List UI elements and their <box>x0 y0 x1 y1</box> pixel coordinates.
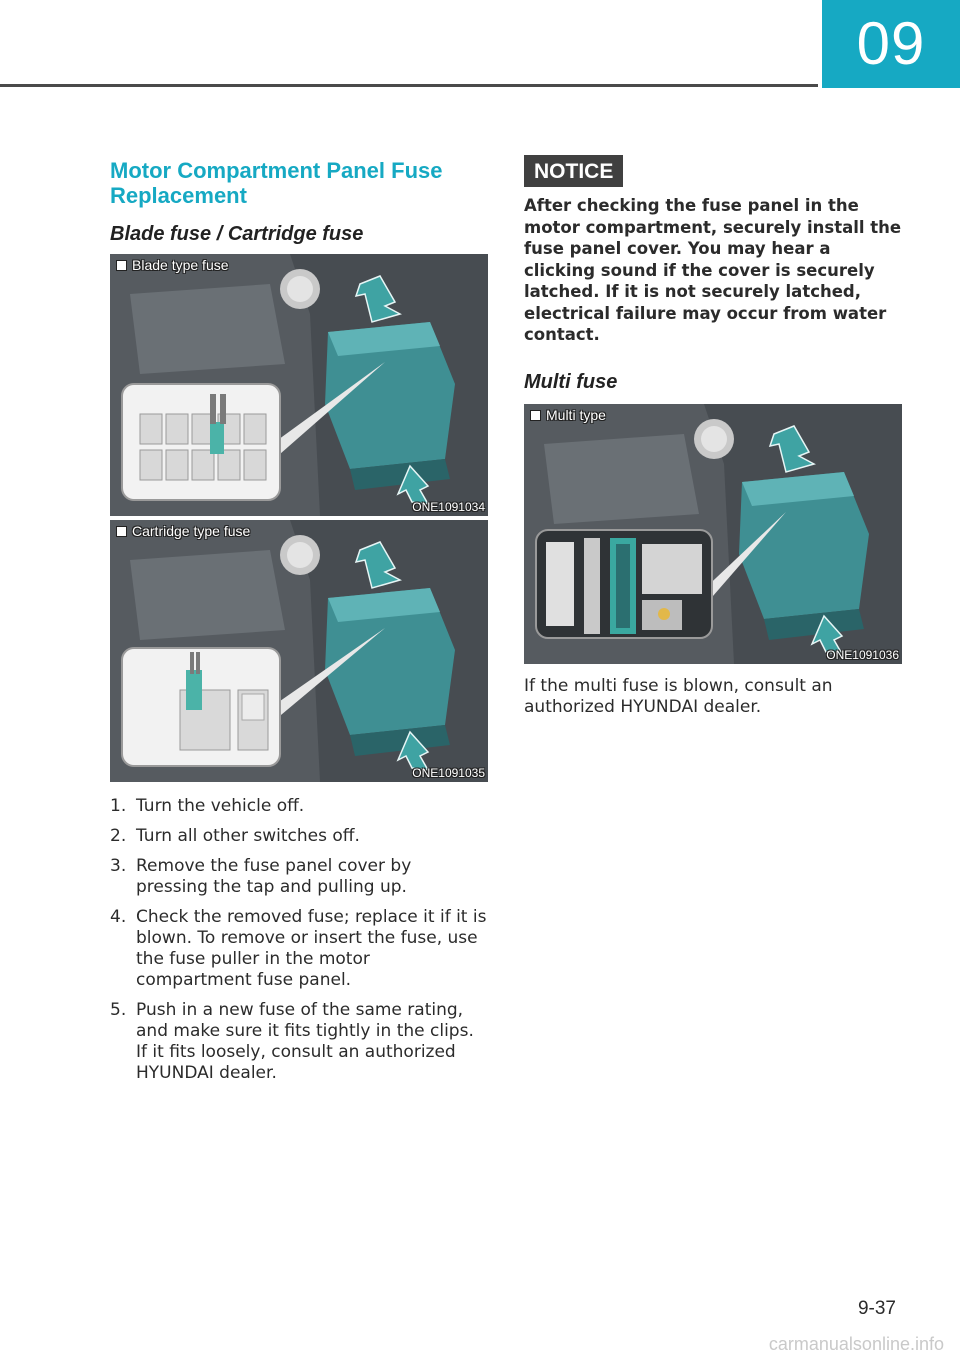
label-square-icon <box>530 410 541 421</box>
notice-text: After checking the fuse panel in the motor compartment, securely install the fuse panel cover. You may hear a clicking sound if the cover is securely latched. If it is not securely latched, electrical failure may occur from water contact. <box>524 196 902 344</box>
multi-fuse-text: If the multi fuse is blown, consult an authorized HYUNDAI dealer. <box>524 675 833 717</box>
header-rule <box>0 84 818 87</box>
chapter-tab: 09 <box>822 0 960 88</box>
blade-cartridge-subtitle: Blade fuse / Cartridge fuse <box>110 223 364 245</box>
figure-label: Blade type fuse <box>116 257 229 273</box>
list-item: 5. Push in a new fuse of the same rating, and make sure it fits tightly in the clips. If it fits loosely, consult an authorized HYUNDAI dealer. <box>110 1000 474 1083</box>
figure-cartridge-fuse <box>110 520 488 782</box>
watermark: carmanualsonline.info <box>768 1334 944 1354</box>
list-item: 1. Turn the vehicle off. <box>110 796 305 816</box>
list-item: 3. Remove the fuse panel cover by pressing the tap and pulling up. <box>110 856 412 897</box>
fuse-box-photo-blade <box>110 254 488 516</box>
figure-code: ONE1091034 <box>412 500 485 514</box>
figure-code: ONE1091035 <box>412 766 485 780</box>
left-column <box>110 158 488 1093</box>
steps-list <box>110 796 488 1084</box>
figure-multi-fuse <box>524 404 902 664</box>
fuse-box-photo-cartridge <box>110 520 488 782</box>
fuse-box-photo-multi <box>524 404 902 664</box>
page-number: 9-37 <box>857 1298 896 1319</box>
multi-fuse-subtitle: Multi fuse <box>524 370 618 393</box>
figure-blade-fuse <box>110 254 488 516</box>
label-square-icon <box>116 526 127 537</box>
label-square-icon <box>116 260 127 271</box>
notice-badge: NOTICE <box>524 155 623 187</box>
list-item: 2. Turn all other switches off. <box>110 826 360 846</box>
figure-code: ONE1091036 <box>826 647 899 662</box>
list-item: 4. Check the removed fuse; replace it if it is blown. To remove or insert the fuse, use the fuse puller in the motor compartment fuse panel. <box>110 907 487 990</box>
section-title: Motor Compartment Panel Fuse Replacement <box>110 158 443 208</box>
figure-label: Cartridge type fuse <box>116 523 250 539</box>
figure-label: Multi type <box>530 407 606 423</box>
right-column <box>524 155 902 718</box>
